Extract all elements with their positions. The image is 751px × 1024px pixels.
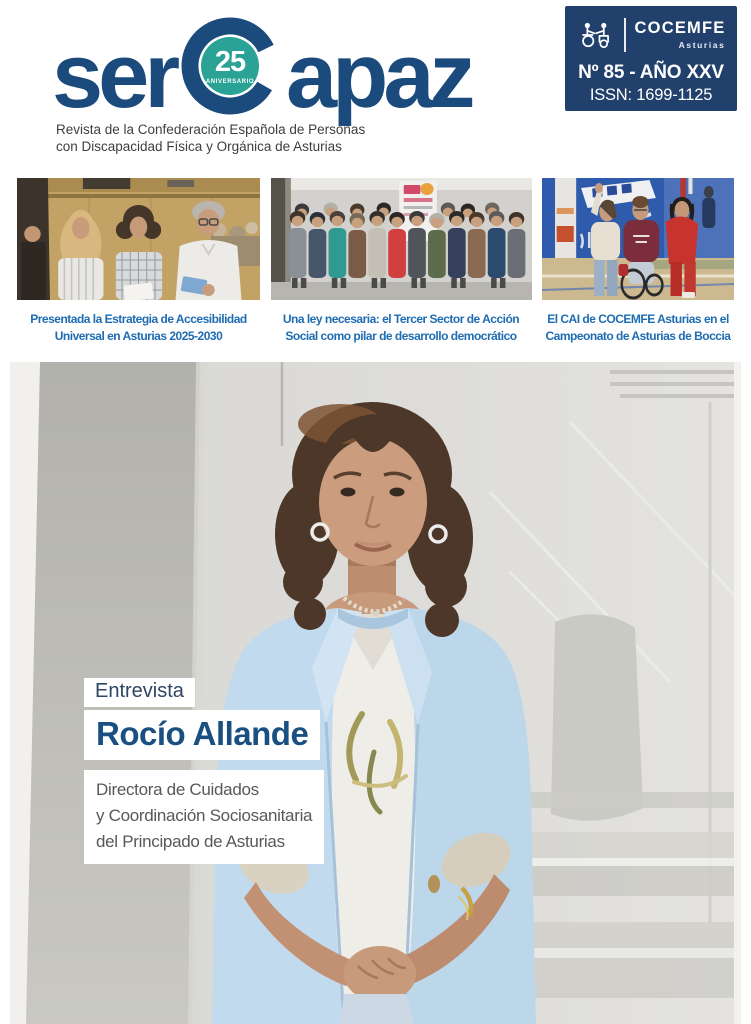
news-caption-1-line-2: Universal en Asturias 2025-2030	[54, 328, 223, 343]
feature-role-line-3: del Principado de Asturias	[96, 832, 285, 851]
news-item-3	[542, 178, 734, 344]
news-caption-1	[17, 311, 260, 344]
issue-info-box	[565, 6, 737, 111]
feature-kicker: Entrevista	[84, 678, 195, 707]
feature-role	[84, 770, 324, 864]
news-caption-2-line-1: Una ley necesaria: el Tercer Sector de Acción	[282, 312, 520, 326]
subtitle-line-1: Revista de la Confederación Española de Personas	[56, 122, 366, 137]
anniversary-number: 25	[214, 45, 246, 78]
news-caption-1-line-1: Presentada la Estrategia de Accesibilidad	[30, 312, 247, 326]
brand-region: Asturias	[678, 39, 726, 50]
news-photo-1-illustration	[17, 178, 260, 300]
subtitle-line-2: con Discapacidad Física y Orgánica de Asturias	[56, 139, 342, 154]
issue-number: Nº 85 - AÑO XXV	[578, 62, 724, 83]
magazine-subtitle	[56, 121, 365, 155]
issn-number: ISSN: 1699-1125	[589, 86, 713, 104]
news-photo-2-illustration	[271, 178, 532, 300]
cocemfe-wheelchair-icon	[577, 20, 615, 50]
feature-name: Rocío Allande	[84, 710, 320, 760]
news-caption-2-line-2: Social como pilar de desarrollo democrático	[285, 328, 517, 343]
logo-text-ser: ser	[52, 25, 176, 127]
news-caption-3-line-2: Campeonato de Asturias de Boccia	[545, 328, 731, 343]
anniversary-badge	[201, 37, 259, 95]
news-photo-3-illustration	[542, 178, 734, 300]
anniversary-label: ANIVERSARIO	[205, 78, 255, 85]
logo-text-apaz: apaz	[286, 25, 471, 127]
feature-role-line-1: Directora de Cuidados	[96, 780, 259, 799]
feature-role-line-2: y Coordinación Sociosanitaria	[96, 806, 313, 825]
brand-divider	[624, 18, 626, 52]
logo-letter-c	[178, 14, 282, 118]
news-strip	[17, 178, 734, 344]
brand-name: COCEMFE	[634, 19, 726, 38]
feature-section	[10, 362, 741, 1024]
news-caption-3	[542, 311, 734, 344]
news-caption-3-line-1: El CAI de COCEMFE Asturias en el	[547, 312, 729, 326]
news-item-1	[17, 178, 260, 344]
news-item-2	[271, 178, 532, 344]
news-caption-2	[271, 311, 532, 344]
brand-row	[565, 6, 737, 52]
